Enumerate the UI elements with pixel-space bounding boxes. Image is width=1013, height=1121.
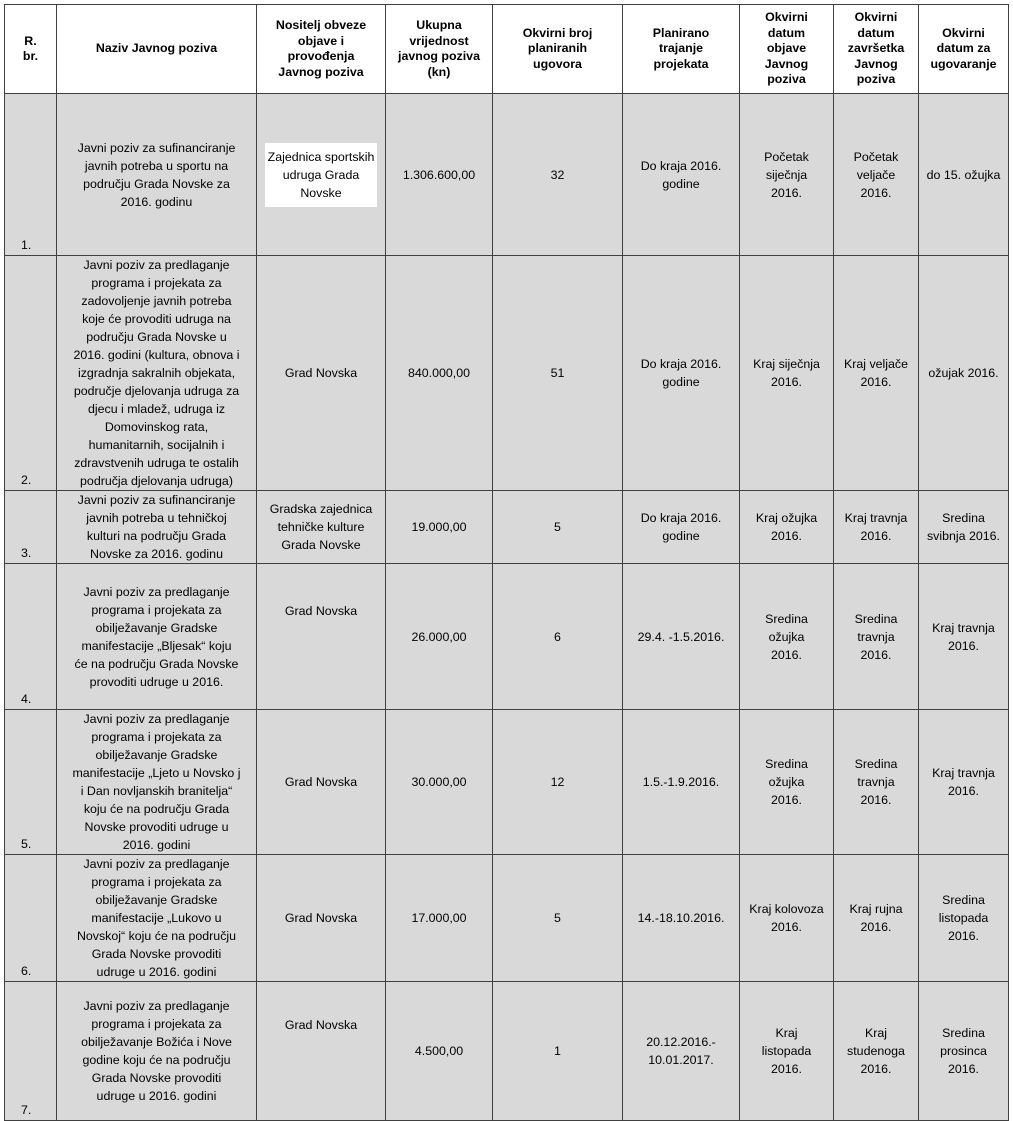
cell-rbr: 6. (5, 855, 57, 982)
cell-nositelj: Gradska zajednica tehničke kulture Grada Novske (257, 491, 386, 564)
table-row (5, 710, 1009, 855)
cell-rbr: 1. (5, 94, 57, 256)
header-broj-ugovora: Okvirni broj planiranih ugovora (493, 5, 623, 94)
cell-trajanje: Do kraja 2016. godine (623, 256, 740, 491)
cell-rbr: 7. (5, 982, 57, 1121)
cell-datum-ugovaranja: Kraj travnja 2016. (919, 564, 1009, 710)
table-row (5, 94, 1009, 256)
cell-nositelj: Grad Novska (257, 855, 386, 982)
cell-datum-objave: Kraj kolovoza 2016. (740, 855, 834, 982)
cell-broj-ugovora: 32 (493, 94, 623, 256)
cell-datum-zavrsetka: Kraj travnja 2016. (834, 491, 919, 564)
cell-datum-ugovaranja: Kraj travnja 2016. (919, 710, 1009, 855)
cell-naziv: Javni poziv za predlaganje programa i projekata za obilježavanje Gradske manifestacije „Ljeto u Novsko j i Dan novljanskih branitelja“ koju će na području Grada Novske provoditi udruge u 2016. godini (57, 710, 257, 855)
cell-trajanje: Do kraja 2016. godine (623, 94, 740, 256)
cell-vrijednost: 4.500,00 (386, 982, 493, 1121)
cell-rbr: 3. (5, 491, 57, 564)
cell-vrijednost: 19.000,00 (386, 491, 493, 564)
cell-datum-zavrsetka: Početak veljače 2016. (834, 94, 919, 256)
cell-datum-objave: Kraj listopada 2016. (740, 982, 834, 1121)
cell-trajanje: Do kraja 2016. godine (623, 491, 740, 564)
cell-vrijednost: 30.000,00 (386, 710, 493, 855)
cell-datum-zavrsetka: Sredina travnja 2016. (834, 710, 919, 855)
cell-vrijednost: 840.000,00 (386, 256, 493, 491)
public-calls-table (4, 4, 1009, 1121)
header-row (5, 5, 1009, 94)
cell-naziv: Javni poziv za predlaganje programa i projekata za zadovoljenje javnih potreba koje će provoditi udruga na području Grada Novske u 2016. godini (kultura, obnova i izgradnja sakralnih objekata, područje djelovanja udruga za djecu i mladež, udruga iz Domovinskog rata, humanitarnih, socijalnih i zdravstvenih udruga te ostalih područja djelovanja udruga) (57, 256, 257, 491)
cell-naziv: Javni poziv za predlaganje programa i projekata za obilježavanje Gradske manifestacije „Lukovo u Novskoj“ koju će na području Grada Novske provoditi udruge u 2016. godini (57, 855, 257, 982)
cell-broj-ugovora: 12 (493, 710, 623, 855)
cell-broj-ugovora: 5 (493, 491, 623, 564)
cell-datum-ugovaranja: do 15. ožujka (919, 94, 1009, 256)
cell-datum-objave: Početak siječnja 2016. (740, 94, 834, 256)
cell-nositelj: Grad Novska (257, 256, 386, 491)
header-rbr: R. br. (5, 5, 57, 94)
table-row (5, 256, 1009, 491)
cell-vrijednost: 17.000,00 (386, 855, 493, 982)
cell-nositelj (257, 94, 386, 256)
nositelj-box: Zajednica sportskih udruga Grada Novske (265, 143, 378, 207)
cell-broj-ugovora: 1 (493, 982, 623, 1121)
table-row (5, 855, 1009, 982)
header-naziv: Naziv Javnog poziva (57, 5, 257, 94)
cell-rbr: 2. (5, 256, 57, 491)
cell-datum-ugovaranja: Sredina listopada 2016. (919, 855, 1009, 982)
cell-datum-ugovaranja: ožujak 2016. (919, 256, 1009, 491)
header-datum-zavrsetka: Okvirni datum završetka Javnog poziva (834, 5, 919, 94)
cell-naziv: Javni poziv za predlaganje programa i projekata za obilježavanje Gradske manifestacije „Bljesak“ koju će na području Grada Novske provoditi udruge u 2016. (57, 564, 257, 710)
cell-datum-objave: Kraj siječnja 2016. (740, 256, 834, 491)
cell-trajanje: 20.12.2016.- 10.01.2017. (623, 982, 740, 1121)
header-datum-objave: Okvirni datum objave Javnog poziva (740, 5, 834, 94)
header-datum-ugovaranja: Okvirni datum za ugovaranje (919, 5, 1009, 94)
table-row (5, 982, 1009, 1121)
cell-datum-zavrsetka: Sredina travnja 2016. (834, 564, 919, 710)
cell-naziv: Javni poziv za sufinanciranje javnih potreba u sportu na području Grada Novske za 2016. godinu (57, 94, 257, 256)
header-trajanje: Planirano trajanje projekata (623, 5, 740, 94)
header-vrijednost: Ukupna vrijednost javnog poziva (kn) (386, 5, 493, 94)
cell-naziv: Javni poziv za predlaganje programa i projekata za obilježavanje Božića i Nove godine koju će na području Grada Novske provoditi udruge u 2016. godini (57, 982, 257, 1121)
cell-vrijednost: 26.000,00 (386, 564, 493, 710)
cell-naziv: Javni poziv za sufinanciranje javnih potreba u tehničkoj kulturi na području Grada Novske za 2016. godinu (57, 491, 257, 564)
header-nositelj: Nositelj obveze objave i provođenja Javnog poziva (257, 5, 386, 94)
cell-nositelj: Grad Novska (257, 564, 386, 710)
table-row (5, 491, 1009, 564)
cell-trajanje: 29.4. -1.5.2016. (623, 564, 740, 710)
cell-datum-zavrsetka: Kraj veljače 2016. (834, 256, 919, 491)
cell-datum-objave: Sredina ožujka 2016. (740, 564, 834, 710)
cell-rbr: 5. (5, 710, 57, 855)
cell-rbr: 4. (5, 564, 57, 710)
cell-datum-objave: Kraj ožujka 2016. (740, 491, 834, 564)
cell-datum-objave: Sredina ožujka 2016. (740, 710, 834, 855)
cell-vrijednost: 1.306.600,00 (386, 94, 493, 256)
cell-datum-zavrsetka: Kraj rujna 2016. (834, 855, 919, 982)
cell-trajanje: 14.-18.10.2016. (623, 855, 740, 982)
cell-datum-zavrsetka: Kraj studenoga 2016. (834, 982, 919, 1121)
cell-trajanje: 1.5.-1.9.2016. (623, 710, 740, 855)
cell-datum-ugovaranja: Sredina svibnja 2016. (919, 491, 1009, 564)
cell-nositelj: Grad Novska (257, 710, 386, 855)
cell-broj-ugovora: 6 (493, 564, 623, 710)
cell-broj-ugovora: 5 (493, 855, 623, 982)
cell-datum-ugovaranja: Sredina prosinca 2016. (919, 982, 1009, 1121)
table-row (5, 564, 1009, 710)
cell-nositelj: Grad Novska (257, 982, 386, 1121)
cell-broj-ugovora: 51 (493, 256, 623, 491)
